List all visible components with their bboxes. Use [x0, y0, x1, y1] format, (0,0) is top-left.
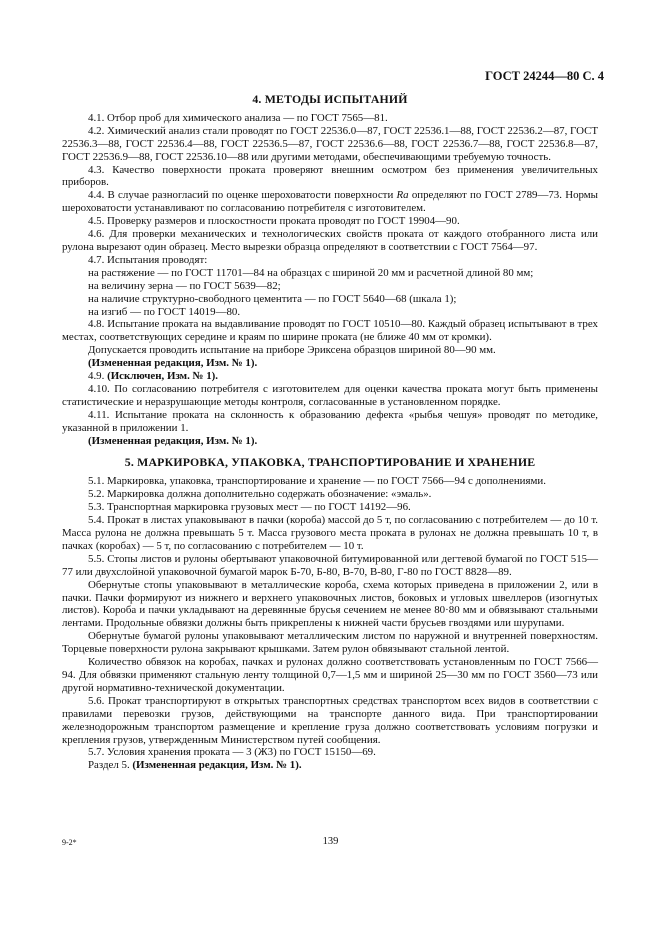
paragraph-4-4-text-a: 4.4. В случае разногласий по оценке шероховатости поверхности [88, 189, 397, 202]
signature-mark: 9-2* [62, 838, 77, 847]
paragraph-4-6: 4.6. Для проверки механических и технологических свойств проката от каждого отобранного листа или рулона вырезают один образец. Место вырезки образца определяют в соответствии с ГОСТ 7564—97. [62, 228, 598, 253]
paragraph-4-4-text-b: определяют по ГОСТ 2789—73. Нормы шероховатости устанавливают по согласованию потребителя с изготовителем. [62, 189, 598, 215]
paragraph-4-7: 4.7. Испытания проводят: [88, 253, 208, 266]
paragraph-4-4 [62, 189, 598, 215]
paragraph-5-7: 5.7. Условия хранения проката — 3 (Ж3) по ГОСТ 15150—69. [88, 746, 376, 759]
page-number: 139 [322, 836, 339, 847]
document-body [62, 93, 598, 772]
paragraph-5-5-boxes: Обернутые стопы упаковывают в металлические короба, схема которых приведена в приложении 2, или в пачки. Пачки формируют из нижнего и верхнего упаковочных листов, боковых и угловых швеллеров (изогнутых листов). Короба и пачки укладывают на деревянные брусья сечением не менее 80·80 мм и обвязывают стальными лентами. Продольные обвязки должны быть прикреплены к нижней части брусьев гвоздями или шурупами. [62, 578, 598, 630]
paragraph-4-1: 4.1. Отбор проб для химического анализа — по ГОСТ 7565—81. [88, 111, 388, 124]
test-item-tension: на растяжение — по ГОСТ 11701—84 на образцах с шириной 20 мм и расчетной длиной 80 мм; [88, 266, 534, 279]
paragraph-5-2: 5.2. Маркировка должна дополнительно содержать обозначение: «эмаль». [88, 488, 432, 501]
paragraph-4-10: 4.10. По согласованию потребителя с изготовителем для оценки качества проката могут быть применены статистические и неразрушающие методы контроля, согласованные в установленном порядке. [62, 382, 598, 408]
paragraph-4-8: 4.8. Испытание проката на выдавливание проводят по ГОСТ 10510—80. Каждый образец испытывают в трех местах, соответствующих середине и краям по ширине проката (не ближе 40 мм от кромки). [62, 318, 598, 344]
roughness-symbol: Ra [396, 189, 409, 202]
paragraph-5-6: 5.6. Прокат транспортируют в открытых транспортных средствах транспортом всех видов в соответствии с правилами перевозки грузов, действующими на транспорте данного вида. При транспортировании железнодорожным транспортом размещение и крепление груза должно соответствовать условиям погрузки и крепления грузов, утвержденным Министерством путей сообщения. [62, 694, 598, 746]
paragraph-5-5: 5.5. Стопы листов и рулоны обертывают упаковочной битумированной или дегтевой бумагой по ГОСТ 515—77 или двухслойной упаковочной бумагой марок Б-70, Б-80, В-70, В-80, Г-80 по ГОСТ 8828—89. [62, 552, 598, 578]
paragraph-5-1: 5.1. Маркировка, упаковка, транспортирование и хранение — по ГОСТ 7566—94 с дополнениями. [88, 475, 546, 488]
edit-note-2: (Измененная редакция, Изм. № 1). [88, 434, 258, 447]
paragraph-4-2: 4.2. Химический анализ стали проводят по ГОСТ 22536.0—87, ГОСТ 22536.1—88, ГОСТ 22536.2—87, ГОСТ 22536.3—88, ГОСТ 22536.4—88, ГОСТ 22536.5—87, ГОСТ 22536.6—88, ГОСТ 22536.7—88, ГОСТ 22536.8—87, ГОСТ 22536.9—88, ГОСТ 22536.10—88 или другими методами, обеспечивающими требуемую точность. [62, 124, 598, 163]
paragraph-4-8-erichsen: Допускается проводить испытание на приборе Эриксена образцов шириной 80—90 мм. [88, 344, 496, 357]
page-header: ГОСТ 24244—80 С. 4 [485, 69, 604, 83]
test-item-cementite: на наличие структурно-свободного цементита — по ГОСТ 5640—68 (шкала 1); [88, 292, 457, 305]
paragraph-4-5: 4.5. Проверку размеров и плоскостности проката проводят по ГОСТ 19904—90. [88, 215, 460, 228]
paragraph-5-5-rolls: Обернутые бумагой рулоны упаковывают металлическим листом по наружной и внутренней поверхностям. Торцевые поверхности рулона закрывают крышками. Затем рулон обвязывают стальной лентой. [62, 630, 598, 656]
paragraph-4-9 [62, 370, 598, 383]
paragraph-5-5-strapping: Количество обвязок на коробах, пачках и рулонах должно соответствовать установленным по ГОСТ 7566—94. Для обвязки применяют стальную ленту толщиной 0,7—1,5 мм и шириной 25—30 мм по ГОСТ 3560—73 или другой нормативно-технической документации. [62, 656, 598, 694]
section-4-heading: 4. МЕТОДЫ ИСПЫТАНИЙ [252, 92, 408, 106]
paragraph-4-11: 4.11. Испытание проката на склонность к образованию дефекта «рыбья чешуя» проводят по методике, указанной в приложении 1. [62, 408, 598, 434]
test-item-grain: на величину зерна — по ГОСТ 5639—82; [88, 279, 281, 292]
section-5-label: Раздел 5. [88, 759, 133, 772]
paragraph-4-9-excluded: (Исключен, Изм. № 1). [107, 370, 218, 383]
edit-note-1: (Измененная редакция, Изм. № 1). [88, 357, 258, 370]
section-5-heading: 5. МАРКИРОВКА, УПАКОВКА, ТРАНСПОРТИРОВАНИЕ И ХРАНЕНИЕ [124, 455, 536, 470]
paragraph-4-3: 4.3. Качество поверхности проката проверяют внешним осмотром без применения увеличительных приборов. [62, 163, 598, 189]
section-5-edit-text: (Измененная редакция, Изм. № 1). [132, 759, 302, 772]
paragraph-4-9-number: 4.9. [88, 370, 108, 383]
section-5-edit-note [62, 759, 598, 772]
test-item-bend: на изгиб — по ГОСТ 14019—80. [88, 305, 241, 318]
paragraph-5-3: 5.3. Транспортная маркировка грузовых мест — по ГОСТ 14192—96. [88, 501, 411, 514]
paragraph-5-4: 5.4. Прокат в листах упаковывают в пачки (короба) массой до 5 т, по согласованию с потребителем — до 10 т. Масса рулона не должна превышать 5 т. Масса грузового места проката в рулонах не должна превышать 10 т, в пачках (коробах) — 5 т, по согласованию с потребителем — 10 т. [62, 514, 598, 552]
